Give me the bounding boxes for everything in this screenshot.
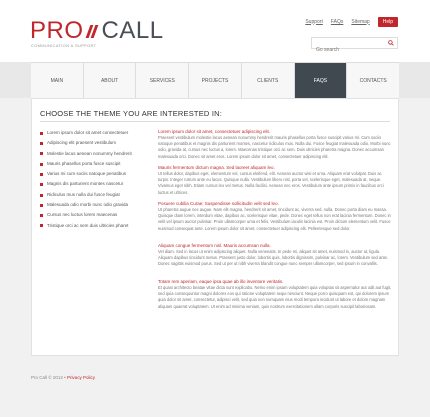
bullet-icon: [40, 142, 43, 145]
theme-label: Molestie lacus aenean nonummy hendrerit: [47, 150, 132, 156]
top-links: [305, 17, 398, 26]
theme-label: Magnis dis parturient montes nascetur: [47, 181, 124, 187]
nav-main[interactable]: MAIN: [31, 63, 84, 98]
footer: [31, 375, 95, 380]
nav-services[interactable]: SERVICES: [136, 63, 189, 98]
theme-label: Mauris phasellus porta fusce suscipit: [47, 160, 121, 166]
logo-pro-text: PRO: [30, 17, 84, 44]
nav-faqs[interactable]: FAQS: [295, 63, 348, 98]
theme-list-item[interactable]: [40, 203, 148, 208]
bullet-icon: [40, 224, 43, 227]
theme-list-item[interactable]: [40, 213, 148, 218]
theme-list-item[interactable]: [40, 152, 148, 157]
faq-question[interactable]: Totam rem aperiam, eaque ipsa quae ab illo inventore veritatis.: [158, 279, 284, 284]
bullet-icon: [40, 183, 43, 186]
faq-answer: Praesent vestibulum molestie lacus aenean nonummy hendrerit mauris phasellus porta fusce suscipit varius mi. Cum sociis natoque penatibus et magnis dis parturient montes, nascetur ridiculus mus. Nulla dui. Fusce feugiat malesuada odio. Morbi nunc odio, gravida at, cursus nec luctus a, lorem. Maecenas tristique orci ac sem. Duis ultricies pharetra magna. Donec accumsan malesuada orci. Donec sit amet eros. Lorem ipsum dolor sit amet, consectetuer adipiscing elit.: [158, 135, 391, 159]
faq-answer: Et quasi architecto beatae vitae dicta sunt explicabo. Nemo enim ipsam voluptatem quia voluptas sit aspernatur aut odit aut fugit, sed quia consequuntur magni dolores eos qui ratione voluptatem sequi nesciunt. Neque porro quisquam est, qui dolorem ipsum quia dolor sit amet, consectetur, adipisci velit, sed quia non numquam eius modi tempora incidunt ut labore et dolore magnam aliquam quaerat voluptatem. Ut enim ad minima veniam, quis nostrum exercitationem ullam corporis suscipit laboriosam.: [158, 285, 392, 309]
nav-about[interactable]: ABOUT: [84, 63, 137, 98]
theme-list-item[interactable]: [40, 182, 148, 187]
support-link[interactable]: Support: [305, 18, 323, 25]
theme-list-item[interactable]: [40, 141, 148, 146]
faq-answer: Ut pharetra augue nec augue. Nam elit magna, hendrerit sit amet, tincidunt ac, viverra sed, nulla. Donec porta diam eu massa. Quisque diam lorem, interdum vitae, dapibus ac, scelerisque vitae, pede. Donec eget tellus non erat lacinia fermentum. Donec in velit vel ipsum auctor pulvinar. Proin ullamcorper urna et felis. Vestibulum iaculis lacinia est. Proin dictum elementum velit. Fusce euismod consequat ante. Lorem ipsum dolor sit amet, consectetuer adipiscing elit. Pellentesque sed dolor.: [158, 207, 391, 231]
copyright-text: Pro Call © 2012 •: [31, 375, 66, 380]
logo-call-text: CALL: [101, 17, 164, 44]
logo-tagline: COMMUNICATION & SUPPORT: [31, 43, 97, 48]
search-input[interactable]: [312, 45, 382, 55]
logo-slash-icon: [85, 24, 101, 40]
theme-list-item[interactable]: [40, 162, 148, 167]
bullet-icon: [40, 173, 43, 176]
theme-list-item[interactable]: [40, 131, 148, 136]
bullet-icon: [40, 132, 43, 135]
theme-label: Cursus nec luctus lorem maecenas: [47, 212, 118, 218]
search-box: [311, 37, 398, 49]
bullet-icon: [40, 214, 43, 217]
faq-answer: Vel diam. Sed in lacus ut enim adipiscing aliquet. Nulla venenatis. In pede mi, aliquet sit amet, euismod in, auctor ut, ligula. Aliquam dapibus tincidunt metus. Praesent justo dolor, lobortis quis, lobortis dignissim, pulvinar ac, lorem. Vestibulum sed ante. Donec sagittis euismod purus. Sed ut per ut nibh viverra blandit congue nunc semper ullamcorper, sed ipsum in convallis.: [158, 249, 389, 267]
theme-label: Malesuada odio morbi nunc odio gravida: [47, 202, 129, 208]
faq-answer: Ut tellus dolor, dapibus eget, elementum vel, cursus eleifend, elit. Aenean auctor wisi et urna. Aliquam erat volutpat. Duis ac turpis. Integer rutrum ante eu lacus. Quisque nulla. Vestibulum libero nisl, porta vel, scelerisque eget, malesuada at, neque. Vivamus eget nibh. Etiam cursus leo vel metus. Nulla facilisi. Aenean nec eros. Vestibulum ante ipsum primis in faucibus orci luctus et ultrices.: [158, 171, 384, 195]
bullet-icon: [40, 152, 43, 155]
faqs-link[interactable]: FAQs: [330, 18, 344, 25]
bullet-icon: [40, 204, 43, 207]
sitemap-link[interactable]: Sitemap: [351, 18, 370, 25]
theme-list: [40, 131, 148, 234]
faq-content-panel: [31, 98, 399, 356]
faq-question[interactable]: Lorem ipsum dolor sit amet, consectetuer adipiscing elit.: [158, 129, 271, 134]
theme-list-item[interactable]: [40, 224, 148, 229]
faq-list: [158, 129, 392, 321]
nav-contacts[interactable]: CONTACTS: [359, 77, 387, 84]
search-icon[interactable]: [388, 40, 394, 46]
theme-label: Lorem ipsum dolor sit amet consectetuer: [47, 130, 129, 135]
logo[interactable]: [30, 19, 164, 43]
theme-label: Adipiscing elit praesent vestibulum: [47, 140, 117, 146]
title-divider: [40, 121, 390, 122]
bullet-icon: [40, 163, 43, 166]
page-title: CHOOSE THE THEME YOU ARE INTERESTED IN:: [40, 109, 222, 118]
theme-list-item[interactable]: [40, 193, 148, 198]
faq-question[interactable]: Posuere cubilia Curae; Suspendisse sollicitudin velit sed leo.: [158, 201, 279, 206]
theme-label: Tristique orci ac sem duis ultricies pharet: [47, 222, 129, 228]
theme-list-item[interactable]: [40, 172, 148, 177]
theme-label: Varius mi cum sociis natoque penatibus: [47, 171, 126, 177]
main-nav: [31, 62, 399, 98]
help-button[interactable]: Help: [378, 17, 398, 27]
theme-label: Ridiculus mus nulla dui fusce feugiat: [47, 191, 120, 197]
privacy-policy-link[interactable]: Privacy Policy: [66, 375, 95, 380]
faq-question[interactable]: Aliquam congue fermentum nisl. Mauris accumsan nulla.: [158, 243, 271, 248]
faq-question[interactable]: Mauris fermentum dictum magna. Sed laoreet aliquam leo.: [158, 165, 275, 170]
header: [0, 0, 430, 62]
nav-clients[interactable]: CLIENTS: [242, 63, 295, 98]
nav-projects[interactable]: PROJECTS: [189, 63, 242, 98]
bullet-icon: [40, 194, 43, 197]
